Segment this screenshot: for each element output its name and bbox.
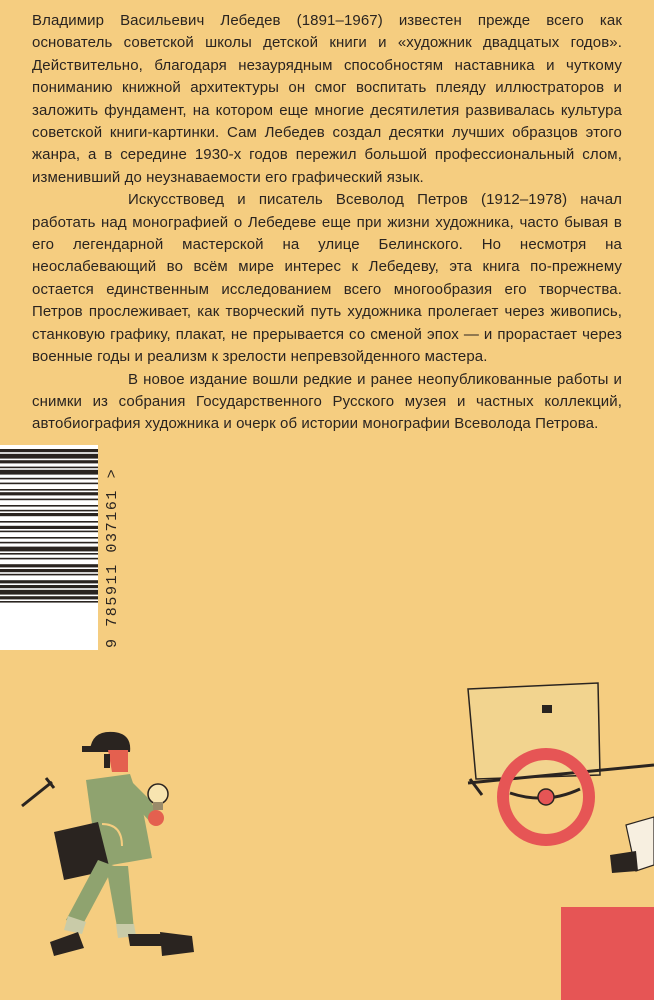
walking-man-illustration: [10, 720, 220, 980]
back-cover-text: [32, 10, 622, 436]
isbn-number: 9 785911 037161 >: [104, 467, 121, 648]
red-square: [561, 907, 654, 1000]
barcode-icon: [0, 445, 150, 650]
cart-illustration: [460, 675, 654, 890]
paragraph-3: В новое издание вошли редкие и ранее неопубликованные работы и снимки из собрания Государственного Русского музея и частных коллекций, автобиография художника и очерк об истории монографии Всеволода Петрова.: [32, 370, 622, 433]
paragraph-2: Искусствовед и писатель Всеволод Петров (1912–1978) начал работать над монографией о Лебедеве еще при жизни художника, часто бывая в его легендарной мастерской на улице Белинского. Но несмотря на неослабевающий во всём мире интерес к Лебедеву, эта книга по-прежнему остается единственным исследованием всего многообразия его творчества. Петров прослеживает, как творческий путь художника пролегает через живопись, станковую графику, плакат, не прерывается со сменой эпох — и прорастает через военные годы и реализм к зрелости непревзойденного мастера.: [32, 191, 622, 366]
paragraph-1: Владимир Васильевич Лебедев (1891–1967) известен прежде всего как основатель советской школы детской книги и «художник двадцатых годов». Действительно, благодаря незаурядным способностям наставника и чуткому пониманию книжной архитектуры он смог воспитать плеяду иллюстраторов и заложить фундамент, на котором еще многие десятилетия развивалась культура советской книги-картинки. Сам Лебедев создал десятки лучших образцов этого жанра, а в середине 1930-х годов пережил большой профессиональный слом, изменивший до неузнаваемости его графический язык.: [32, 12, 622, 186]
